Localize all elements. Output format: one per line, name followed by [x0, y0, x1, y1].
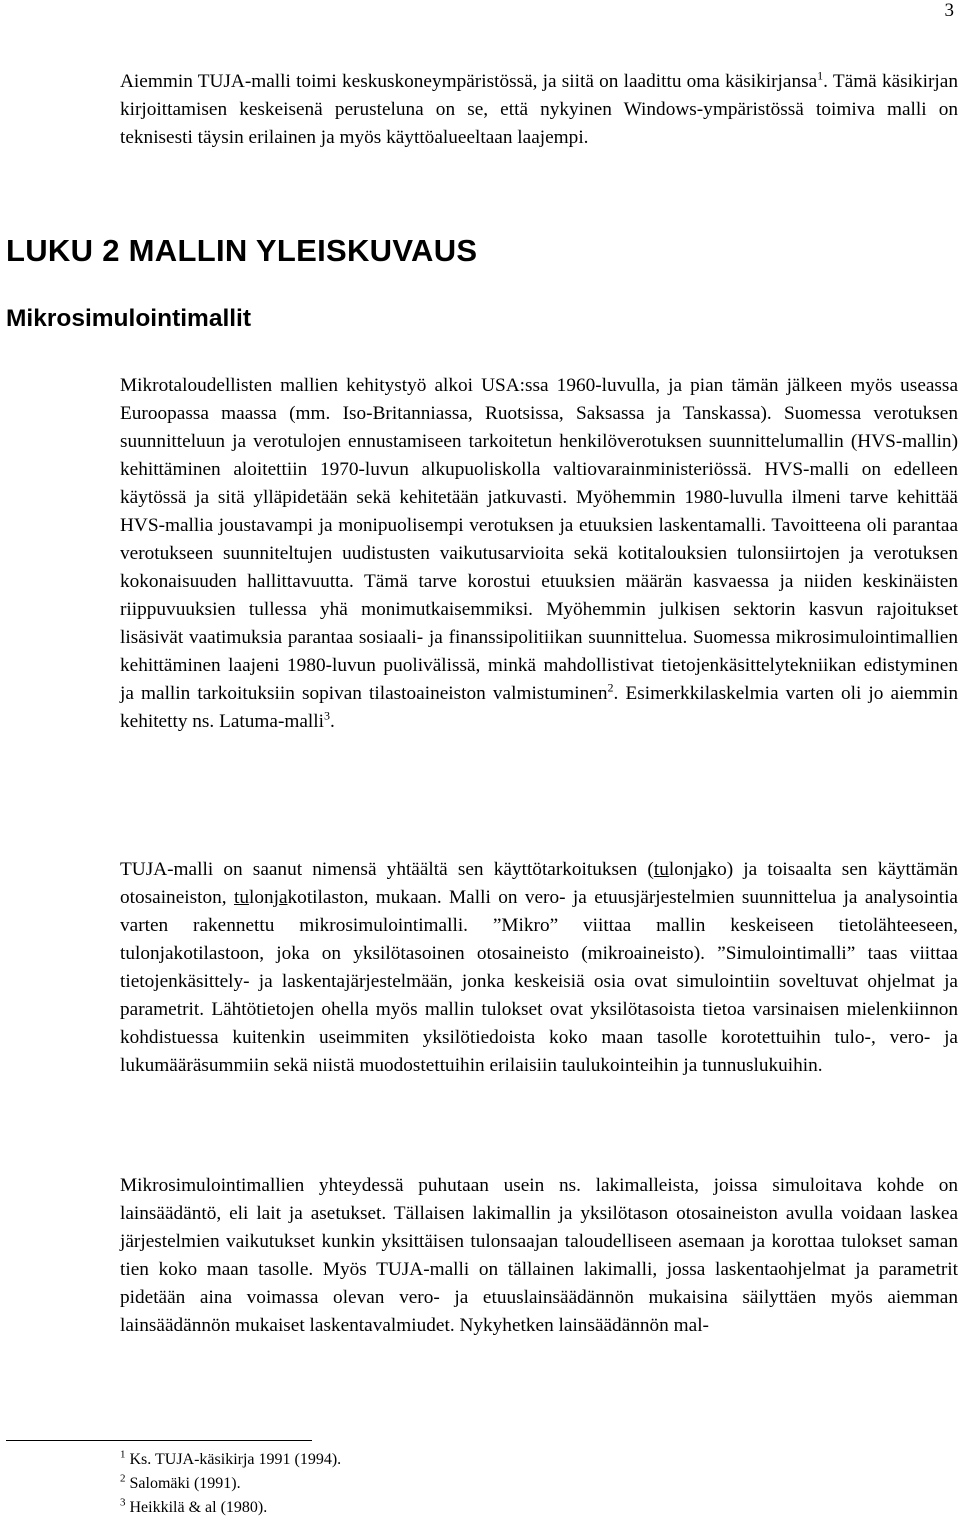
para2-u2: ja	[693, 859, 708, 880]
para2-u3: tu	[233, 887, 249, 908]
paragraph-tuja-name	[120, 856, 958, 1080]
para2-t5: kotilaston, mukaan. Malli on vero- ja etuusjärjestelmien suunnittelua ja analysointia varten rakennettu mikrosimulointimalli. ”Mikro” viittaa mallin keskeiseen tietolähteeseen, tulonjakotilastoon, joka on yksilötasoinen otosaineisto (mikroaineisto). ”Simulointimalli” taas viittaa tietojenkäsittely- ja laskentajärjestelmään, jonka keskeisiä osia ovat simulointiin soveltuvat ohjelmat ja parametrit. Lähtötietojen ohella myös mallin tulokset ovat yksilötasoista tietoa varsinaisen mielenkiinnon kohdistuessa kuitenkin useimmiten yksilötiedoista koko maan tasolle korotettuihin tulo-, vero- ja lukumääräsummiin sekä niistä muodostettuihin erilaisiin taulukointeihin ja tunnuslukuihin.	[120, 887, 958, 1076]
para2-t3: ko) ja toisaalta sen käyttämän otosaineiston,	[120, 859, 958, 908]
intro-text-b: . Tämä käsikirjan kirjoittamisen keskeisenä perusteluna on se, että nykyinen Windows-ympäristössä toimiva malli on teknisesti täysin erilainen ja myös käyttöalueeltaan laajempi.	[120, 71, 958, 148]
para2-t4: lon	[248, 887, 274, 908]
footnote-ref-1: 1	[817, 68, 824, 83]
intro-paragraph	[120, 68, 958, 152]
footnote-ref-2: 2	[607, 680, 614, 695]
footnote-text: Salomäki (1991).	[125, 1475, 241, 1492]
footnote-separator	[6, 1440, 312, 1441]
intro-text-a: Aiemmin TUJA-malli toimi keskuskoneympäristössä, ja siitä on laadittu oma käsikirjansa	[120, 71, 818, 92]
paragraph-history	[120, 372, 958, 736]
para2-t2: lon	[668, 859, 694, 880]
footnote-num: 2	[120, 1472, 126, 1485]
para1-text-b: . Esimerkkilaskelmia varten oli jo aiemmin kehitetty ns. Latuma-malli	[120, 683, 958, 732]
section-heading: Mikrosimulointimallit	[6, 305, 252, 332]
footnote-text: Ks. TUJA-käsikirja 1991 (1994).	[125, 1451, 342, 1468]
para1-text-a: Mikrotaloudellisten mallien kehitystyö alkoi USA:ssa 1960-luvulla, ja pian tämän jälkeen myös useassa Euroopassa maassa (mm. Iso-Britanniassa, Ruotsissa, Saksassa ja Tanskassa). Suomessa verotuksen suunnitteluun ja verotulojen ennustamiseen tarkoitetun henkilöverotuksen suunnittelumallin (HVS-mallin) kehittäminen aloitettiin 1970-luvun alkupuoliskolla valtiovarainministeriössä. HVS-malli on edelleen käytössä ja sitä ylläpidetään sekä kehitetään jatkuvasti. Myöhemmin 1980-luvulla ilmeni tarve kehittää HVS-mallia joustavampi ja monipuolisempi verotuksen ja etuuksien laskentamalli. Tavoitteena oli parantaa verotukseen suunniteltujen uudistusten vaikutusarvioita sekä kotitalouksien tulonsiirtojen ja verotuksen kokonaisuuden hallittavuutta. Tämä tarve korostui etuuksien määrän kasvaessa ja niiden keskinäisten riippuvuuksien tullessa yhä monimutkaisemmiksi. Myöhemmin julkisen sektorin kasvun rajoitukset lisäsivät vaatimuksia parantaa sosiaali- ja finanssipolitiikan suunnittelua. Suomessa mikrosimulointimallien kehittäminen laajeni 1980-luvun puolivälissä, minkä mahdollistivat tietojenkäsittelytekniikan edistyminen ja mallin tarkoituksiin sopivan tilastoaineiston valmistuminen	[120, 375, 958, 704]
page-number: 3	[944, 0, 954, 21]
footnote-num: 1	[120, 1448, 126, 1461]
paragraph-lakimalli	[120, 1172, 958, 1340]
footnotes	[120, 1448, 620, 1520]
chapter-heading: LUKU 2 MALLIN YLEISKUVAUS	[6, 233, 478, 268]
footnote-ref-3: 3	[324, 708, 331, 723]
para2-t1: TUJA-malli on saanut nimensä yhtäältä sen käyttötarkoituksen (	[120, 859, 654, 880]
para3-text: Mikrosimulointimallien yhteydessä puhutaan usein ns. lakimalleista, joissa simuloitava kohde on lainsäädäntö, eli lait ja asetukset. Tällaisen lakimallin ja yksilötason otosaineiston avulla voidaan laskea järjestelmien vaikutukset kunkin yksittäisen tulonsaajan taloudelliseen asemaan ja korottaa tulokset saman tien koko maan tasolle. Myös TUJA-malli on tällainen lakimalli, jossa laskentaohjelmat ja parametrit pidetään aina voimassa olevan vero- ja etuuslainsäädännön mukaisina säilyttäen myös aiemman lainsäädännön mukaiset laskentavalmiudet. Nykyhetken lainsäädännön mal-	[120, 1175, 958, 1336]
footnote-num: 3	[120, 1496, 126, 1509]
footnote-2	[120, 1472, 620, 1496]
footnote-1	[120, 1448, 620, 1472]
footnote-3	[120, 1496, 620, 1520]
footnote-text: Heikkilä & al (1980).	[125, 1499, 268, 1516]
para1-text-c: .	[330, 711, 335, 732]
para2-u4: ja	[273, 887, 288, 908]
para2-u1: tu	[653, 859, 669, 880]
